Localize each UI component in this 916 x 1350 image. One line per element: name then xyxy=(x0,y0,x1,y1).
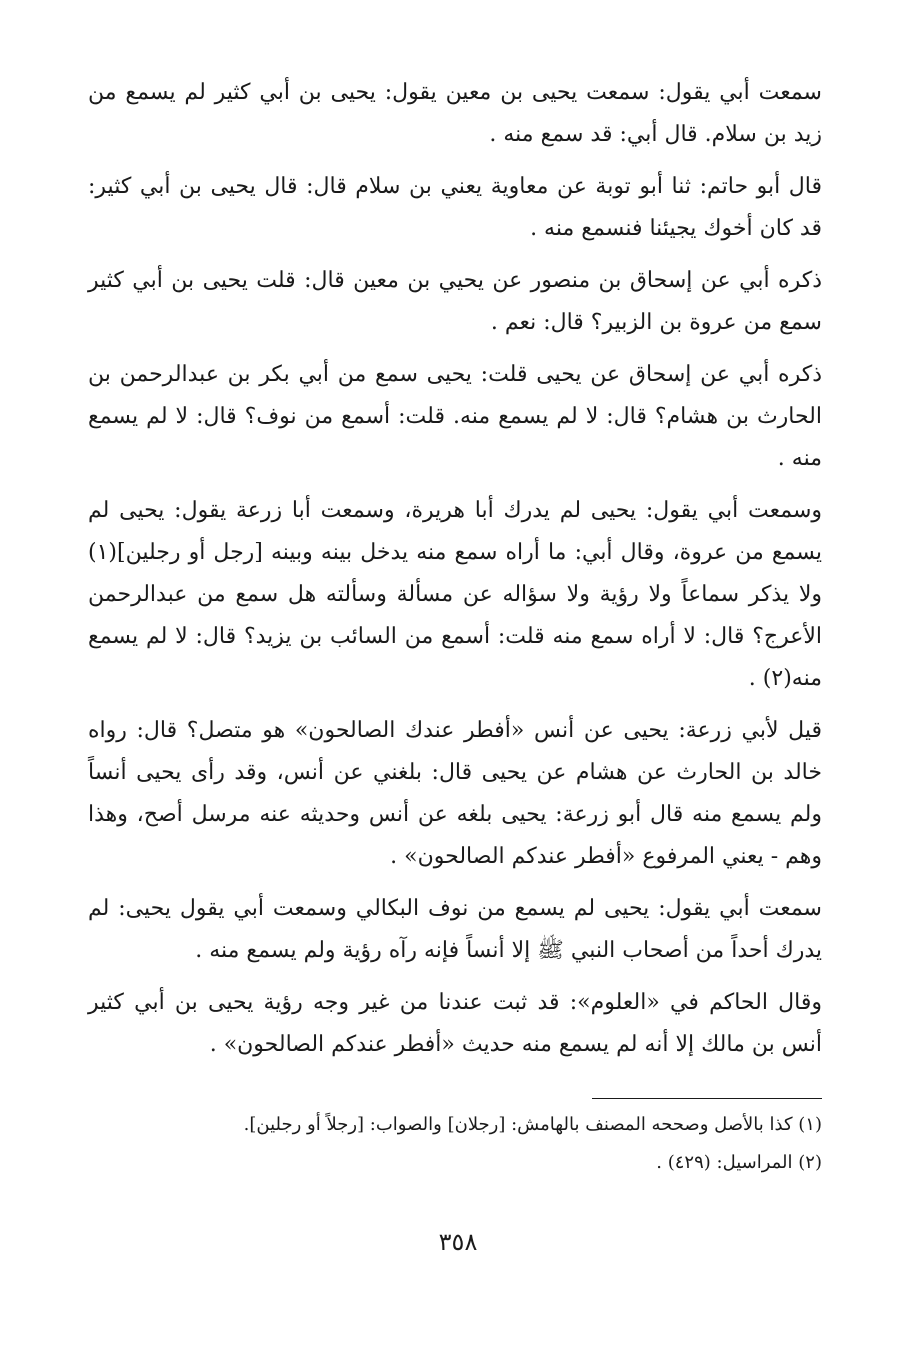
footnote-2: (٢) المراسيل: (٤٢٩) . xyxy=(656,1152,822,1173)
paragraph-text: قال أبو حاتم: ثنا أبو توبة عن معاوية يعني بن سلام قال: قال يحيى بن أبي كثير: قد كان أخوك يجيئنا فنسمع منه . xyxy=(88,174,822,241)
footnotes xyxy=(88,1106,822,1182)
paragraph-text: وقال الحاكم في «العلوم»: قد ثبت عندنا من غير وجه رؤية يحيى بن أبي كثير أنس بن مالك إلا أنه لم يسمع منه حديث «أفطر عندكم الصالحون» . xyxy=(88,990,822,1057)
paragraph xyxy=(88,710,822,878)
paragraph xyxy=(88,982,822,1066)
paragraph-text: سمعت أبي يقول: سمعت يحيى بن معين يقول: يحيى بن أبي كثير لم يسمع من زيد بن سلام. قال أبي: قد سمع منه . xyxy=(88,80,822,147)
paragraph-text: ذكره أبي عن إسحاق عن يحيى قلت: يحيى سمع من أبي بكر بن عبدالرحمن بن الحارث بن هشام؟ قال: لا لم يسمع منه. قلت: أسمع من نوف؟ قال: لا لم يسمع منه . xyxy=(88,362,822,471)
paragraph xyxy=(88,72,822,156)
paragraph xyxy=(88,354,822,480)
paragraph xyxy=(88,166,822,250)
paragraph-text: ذكره أبي عن إسحاق بن منصور عن يحيي بن معين قال: قلت يحيى بن أبي كثير سمع من عروة بن الزبير؟ قال: نعم . xyxy=(88,268,822,335)
paragraph-text: قيل لأبي زرعة: يحيى عن أنس «أفطر عندك الصالحون» هو متصل؟ قال: رواه خالد بن الحارث عن هشام عن يحيى قال: بلغني عن أنس، وقد رأى يحيى أنساً ولم يسمع منه قال أبو زرعة: يحيى بلغه عن أنس وحديثه عنه مرسل أصح، وهذا وهم - يعني المرفوع «أفطر عندكم الصالحون» . xyxy=(88,718,822,869)
paragraph xyxy=(88,490,822,700)
footnote-1: (١) كذا بالأصل وصححه المصنف بالهامش: [رجلان] والصواب: [رجلاً أو رجلين]. xyxy=(243,1114,822,1135)
footnote-divider xyxy=(592,1098,822,1099)
paragraph xyxy=(88,888,822,972)
paragraph xyxy=(88,260,822,344)
paragraph-text: وسمعت أبي يقول: يحيى لم يدرك أبا هريرة، وسمعت أبا زرعة يقول: يحيى لم يسمع من عروة، وقال أبي: ما أراه سمع منه يدخل بينه وبينه [رجل أو رجلين](١) ولا يذكر سماعاً ولا رؤية ولا سؤاله عن مسألة وسألته هل سمع من عبدالرحمن الأعرج؟ قال: لا أراه سمع منه قلت: أسمع من السائب بن يزيد؟ قال: لا لم يسمع منه(٢) . xyxy=(88,498,822,691)
paragraph-text: سمعت أبي يقول: يحيى لم يسمع من نوف البكالي وسمعت أبي يقول يحيى: لم يدرك أحداً من أصحاب النبي ﷺ إلا أنساً فإنه رآه رؤية ولم يسمع منه . xyxy=(88,896,822,963)
page-number: ٣٥٨ xyxy=(438,1228,478,1256)
page-body xyxy=(88,72,822,1076)
